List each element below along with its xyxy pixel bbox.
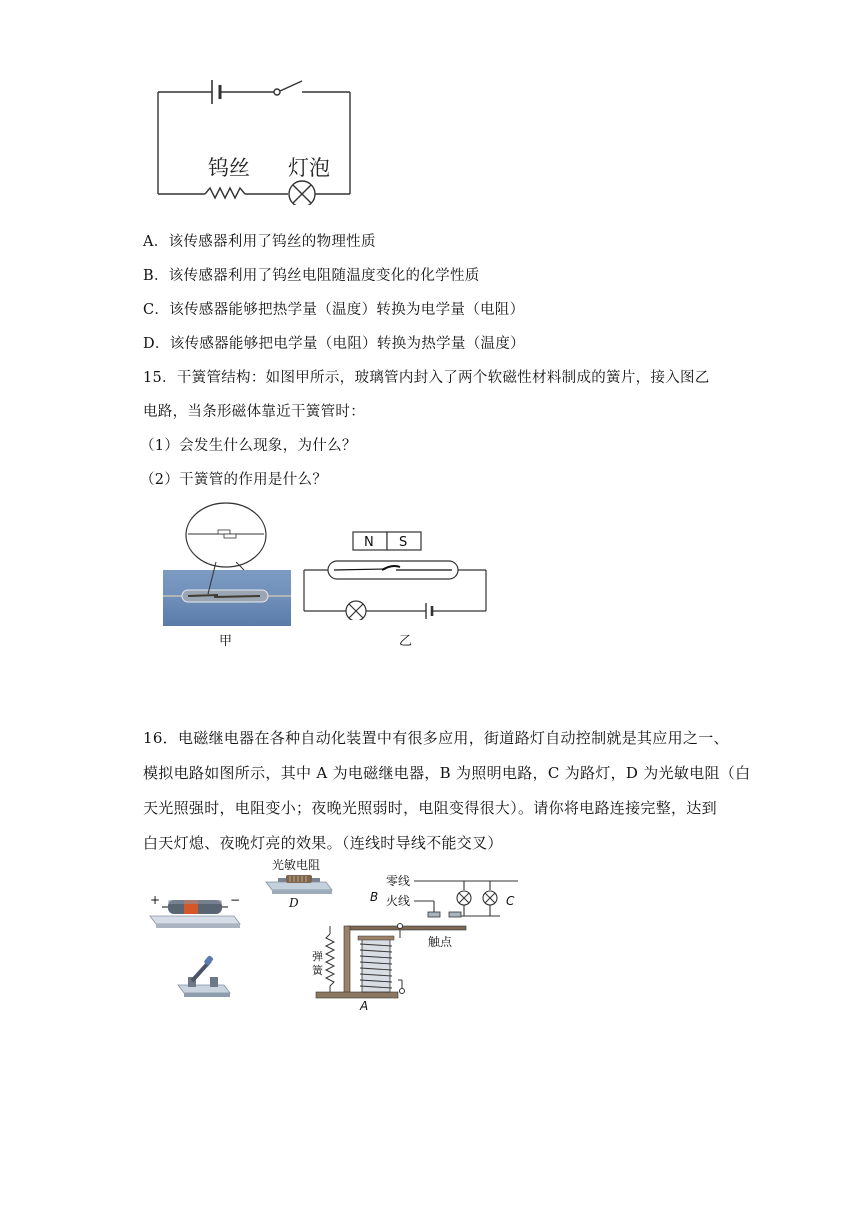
q16-line2: 模拟电路如图所示，其中 A 为电磁继电器，B 为照明电路，C 为路灯，D 为光敏电阻（白: [143, 764, 751, 782]
magnet-n-label: N: [364, 535, 374, 550]
q15-sub1: （1）会发生什么现象，为什么？: [140, 438, 357, 454]
option-b: B．该传感器利用了钨丝电阻随温度变化的化学性质: [143, 268, 480, 284]
live-label: 火线: [386, 894, 411, 908]
label-c: C: [506, 894, 515, 908]
relay-circuit: [310, 864, 525, 1014]
fig-b-caption: 乙: [399, 634, 413, 649]
q16-line1: 16．电磁继电器在各种自动化装置中有很多应用，街道路灯自动控制就是其应用之一、: [143, 729, 729, 747]
q15-stem-line2: 电路，当条形磁体靠近干簧管时：: [143, 404, 365, 420]
battery-minus-label: −: [230, 893, 241, 907]
photoresistor-label: 光敏电阻: [272, 858, 321, 872]
option-d: D．该传感器能够把电学量（电阻）转换为热学量（温度）: [143, 336, 525, 352]
spring-label-2: 簧: [312, 964, 323, 977]
fig-a-caption: 甲: [219, 634, 233, 649]
battery-icon: [146, 890, 242, 934]
battery-plus-label: +: [150, 893, 161, 907]
reed-switch-circuit: [300, 528, 490, 620]
option-a: A．该传感器利用了钨丝的物理性质: [143, 234, 376, 250]
q15-stem-line1: 15．干簧管结构：如图甲所示，玻璃管内封入了两个软磁性材料制成的簧片，接入图乙: [143, 370, 710, 386]
option-c: C．该传感器能够把热学量（温度）转换为电学量（电阻）: [143, 302, 525, 318]
knife-switch-icon: [174, 955, 232, 999]
label-a: A: [360, 999, 369, 1013]
contact-label: 触点: [428, 935, 453, 949]
spring-label-1: 弹: [312, 950, 323, 963]
q15-sub2: （2）干簧管的作用是什么？: [140, 472, 328, 488]
q16-line4: 白天灯熄、夜晚灯亮的效果。（连线时导线不能交叉）: [143, 834, 503, 852]
reed-switch-photo: [160, 500, 292, 628]
bulb-label: 灯泡: [288, 156, 330, 180]
magnet-s-label: S: [399, 535, 408, 550]
q16-line3: 天光照强时，电阻变小；夜晚光照弱时，电阻变得很大）。请你将电路连接完整，达到: [143, 799, 717, 817]
label-d: D: [289, 896, 299, 910]
neutral-label: 零线: [386, 874, 411, 888]
tungsten-bulb-circuit: [150, 70, 360, 205]
tungsten-label: 钨丝: [208, 156, 250, 180]
label-b: B: [370, 890, 379, 904]
